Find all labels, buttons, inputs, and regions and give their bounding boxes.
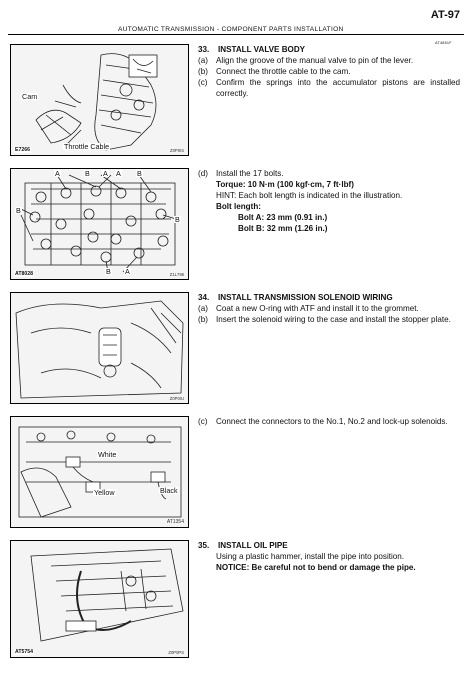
bolt-b-length: Bolt B: 32 mm (1.26 in.): [238, 224, 328, 233]
step-33-install-valve-body: [198, 44, 460, 99]
solenoid-connectors-illustration: [10, 416, 189, 528]
cam-label: Cam: [22, 92, 38, 101]
white-connector-label: White: [98, 450, 117, 459]
valve-body-cam-illustration: [10, 44, 189, 156]
step-34-connect-connectors: [198, 416, 460, 427]
bolt-a-length: Bolt A: 23 mm (0.91 in.): [238, 213, 328, 222]
instruction-item: (a) Align the groove of the manual valve to pin of the lever.: [198, 56, 414, 65]
notice-text: NOTICE: Be careful not to bend or damage the pipe.: [216, 563, 416, 572]
page-number: AT-97: [430, 9, 460, 21]
instruction-item: (d) Install the 17 bolts.: [198, 169, 284, 178]
hint-text: HINT: Each bolt length is indicated in the illustration.: [216, 191, 403, 200]
valve-body-bolts-drawing: [11, 169, 188, 279]
step-heading: 35. INSTALL OIL PIPE: [198, 541, 288, 550]
instruction-text: Using a plastic hammer, install the pipe into position.: [216, 552, 405, 561]
step-33-install-bolts: [198, 168, 460, 234]
bolt-a-callout: A: [116, 169, 121, 178]
bolt-b-callout: B: [175, 215, 180, 224]
instruction-item: (b) Insert the solenoid wiring to the case and install the stopper plate.: [198, 315, 451, 324]
black-connector-label: Black: [160, 486, 178, 495]
header-divider: [8, 34, 464, 35]
figure-reference: Z0P0PS: [168, 650, 184, 655]
valve-body-bolts-illustration: [10, 168, 189, 280]
figure-code: AT1354: [166, 519, 184, 525]
figure-code: AT8028: [15, 271, 34, 277]
step-35-install-oil-pipe: [198, 540, 460, 573]
instruction-item: (a) Coat a new O-ring with ATF and install it to the grommet.: [198, 304, 419, 313]
instruction-item: (b) Connect the throttle cable to the cam.: [198, 67, 351, 76]
throttle-cable-label: Throttle Cable: [64, 142, 110, 151]
figure-code: AT5754: [15, 649, 34, 655]
solenoid-wiring-illustration: [10, 292, 189, 404]
figure-code: E7266: [15, 147, 31, 153]
step-34-install-solenoid-wiring: [198, 292, 460, 325]
header-section-title: AUTOMATIC TRANSMISSION - COMPONENT PARTS INSTALLATION: [118, 26, 344, 33]
solenoid-connectors-drawing: [11, 417, 188, 527]
step-heading: 33. INSTALL VALVE BODY: [198, 45, 306, 54]
figure-reference: Z0P0IS: [170, 148, 184, 153]
bolt-b-callout: B: [137, 169, 142, 178]
instruction-item: (c) Confirm the springs into the accumulator pistons are installed correctly.: [198, 78, 460, 98]
bolt-a-callout: A: [55, 169, 60, 178]
bolt-a-callout: A: [103, 169, 108, 178]
instruction-item: (c) Connect the connectors to the No.1, No.2 and lock-up solenoids.: [198, 417, 448, 426]
bolt-a-callout: A: [125, 267, 130, 276]
bolt-b-callout: B: [85, 169, 90, 178]
figure-reference: Z1L798: [169, 272, 184, 277]
bolt-length-heading: Bolt length:: [216, 202, 261, 211]
oil-pipe-illustration: [10, 540, 189, 658]
document-code: AT4851F: [435, 41, 452, 45]
oil-pipe-drawing: [11, 541, 188, 657]
bolt-b-callout: B: [16, 206, 21, 215]
figure-reference: Z0P0IU: [169, 396, 184, 401]
yellow-connector-label: Yellow: [94, 488, 115, 497]
solenoid-wiring-drawing: [11, 293, 188, 403]
torque-spec: Torque: 10 N·m (100 kgf·cm, 7 ft·lbf): [216, 180, 354, 189]
step-heading: 34. INSTALL TRANSMISSION SOLENOID WIRING: [198, 293, 393, 302]
bolt-b-callout: B: [106, 267, 111, 276]
